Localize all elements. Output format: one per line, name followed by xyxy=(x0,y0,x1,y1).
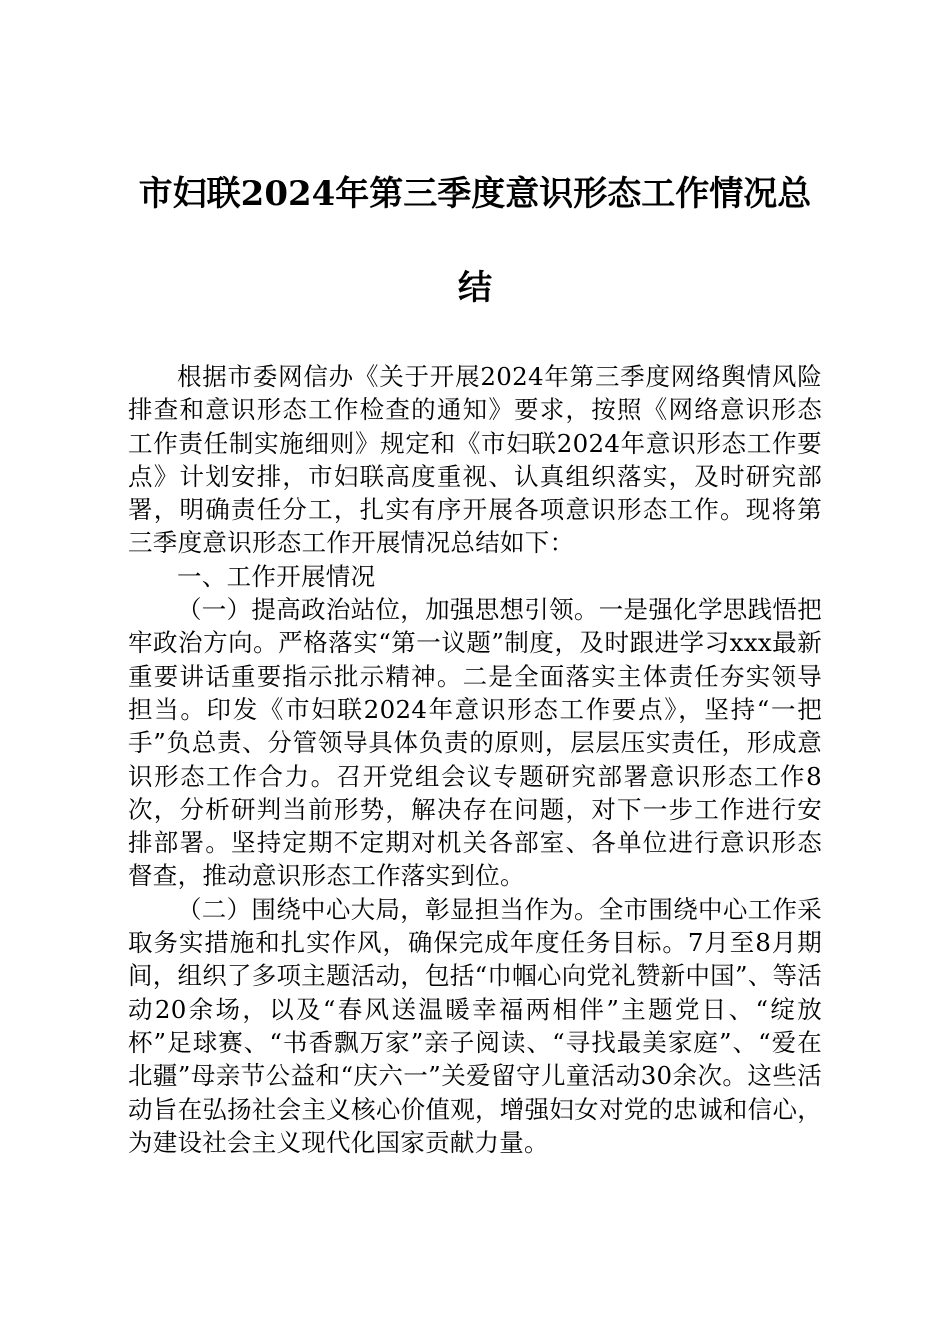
paragraph-political-stance: （一）提高政治站位，加强思想引领。一是强化学思践悟把牢政治方向。严格落实“第一议题”制度，及时跟进学习xxx最新重要讲话重要指示批示精神。二是全面落实主体责任夯实领导担当。印发《市妇联2024年意识形态工作要点》，坚持“一把手”负总责、分管领导具体负责的原则，层层压实责任，形成意识形态工作合力。召开党组会议专题研究部署意识形态工作8次，分析研判当前形势，解决存在问题，对下一步工作进行安排部署。坚持定期不定期对机关各部室、各单位进行意识形态督查，推动意识形态工作落实到位。 xyxy=(128,595,823,891)
paragraph-central-work: （二）围绕中心大局，彰显担当作为。全市围绕中心工作采取务实措施和扎实作风，确保完成年度任务目标。7月至8月期间，组织了多项主题活动，包括“巾帼心向党礼赞新中国”、等活动20余场，以及“春风送温暖幸福两相伴”主题党日、“绽放杯”足球赛、“书香飘万家”亲子阅读、“寻找最美家庭”、“爱在北疆”母亲节公益和“庆六一”关爱留守儿童活动30余次。这些活动旨在弘扬社会主义核心价值观，增强妇女对党的忠诚和信心，为建设社会主义现代化国家贡献力量。 xyxy=(128,894,822,1157)
document-title-line-1: 市妇联2024年第三季度意识形态工作情况总 xyxy=(138,174,812,214)
document-title-line-2: 结 xyxy=(458,268,492,308)
section-heading: 一、工作开展情况 xyxy=(177,561,376,591)
document-body xyxy=(128,360,822,1159)
intro-paragraph: 根据市委网信办《关于开展2024年第三季度网络舆情风险排查和意识形态工作检查的通知》要求，按照《网络意识形态工作责任制实施细则》规定和《市妇联2024年意识形态工作要点》计划安排，市妇联高度重视、认真组织落实，及时研究部署，明确责任分工，扎实有序开展各项意识形态工作。现将第三季度意识形态工作开展情况总结如下： xyxy=(128,362,822,558)
